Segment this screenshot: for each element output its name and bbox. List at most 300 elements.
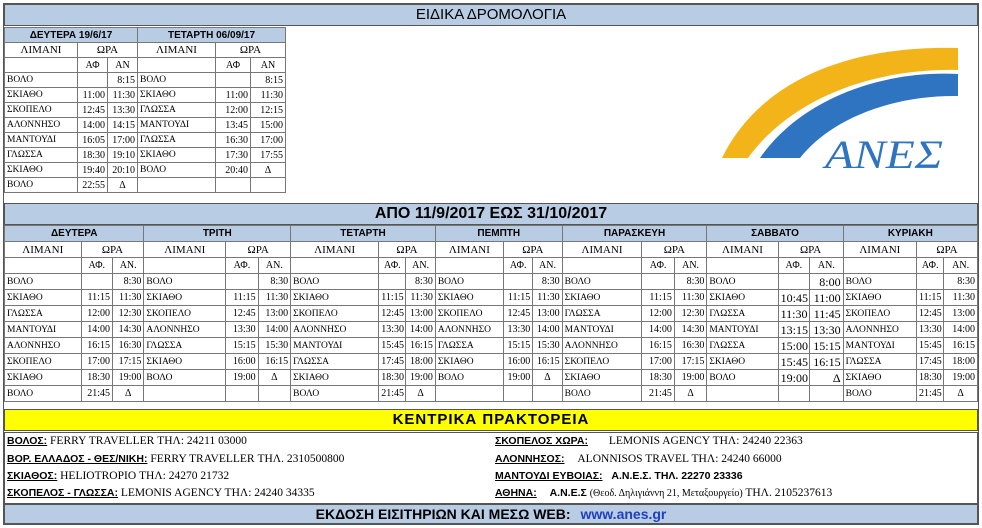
- time-cell: 12:00: [216, 103, 251, 118]
- port-col-header: ΛΙΜΑΝΙ: [144, 242, 226, 258]
- port-cell: ΑΛΟΝΝΗΣΟ: [291, 322, 379, 338]
- time-cell: [78, 73, 108, 88]
- weekly-day-header: ΤΡΙΤΗ: [144, 226, 291, 242]
- time-cell: 15:00: [251, 118, 286, 133]
- port-cell: ΒΟΛΟ: [435, 274, 503, 290]
- time-cell: 16:00: [226, 354, 258, 370]
- time-cell: 16:15: [944, 338, 978, 354]
- time-cell: 17:15: [112, 354, 143, 370]
- time-col-header: ΩΡΑ: [503, 242, 562, 258]
- agency-entry: ΜΑΝΤΟΥΔΙ ΕΥΒΟΙΑΣ: Α.Ν.Ε.Σ. ΤΗΛ. 22270 23336: [495, 470, 743, 482]
- time-cell: [216, 178, 251, 193]
- time-cell: Δ: [112, 386, 143, 402]
- time-cell: 16:05: [78, 133, 108, 148]
- port-cell: ΒΟΛΟ: [5, 73, 78, 88]
- port-cell: ΑΛΟΝΝΗΣΟ: [5, 118, 78, 133]
- time-cell: [917, 274, 944, 290]
- table-row: [5, 386, 978, 402]
- time-cell: 14:30: [112, 322, 143, 338]
- port-cell: ΜΑΝΤΟΥΔΙ: [562, 322, 642, 338]
- agency-entry: ΣΚΟΠΕΛΟΣ ΧΩΡΑ: LEMONIS AGENCY ΤΗΛ: 24240 22363: [495, 435, 803, 447]
- time-cell: 13:00: [533, 306, 562, 322]
- blank-cell: [144, 258, 226, 274]
- time-cell: 15:45: [379, 338, 406, 354]
- time-cell: 19:40: [78, 163, 108, 178]
- time-cell: 11:00: [810, 290, 844, 306]
- time-col-header: ΩΡΑ: [81, 242, 144, 258]
- time-cell: 11:30: [533, 290, 562, 306]
- port-cell: ΣΚΟΠΕΛΟ: [435, 306, 503, 322]
- time-col-header: ΩΡΑ: [917, 242, 978, 258]
- time-cell: 12:30: [674, 306, 707, 322]
- port-cell: ΣΚΙΑΘΟ: [5, 163, 78, 178]
- blank-cell: [5, 58, 78, 73]
- time-cell: 11:15: [226, 290, 258, 306]
- port-cell: ΒΟΛΟ: [144, 274, 226, 290]
- time-cell: [778, 386, 809, 402]
- time-cell: 13:30: [379, 322, 406, 338]
- time-cell: [533, 386, 562, 402]
- port-cell: ΒΟΛΟ: [138, 73, 216, 88]
- dep-col-header: ΑΦ.: [226, 258, 258, 274]
- time-cell: 19:00: [503, 370, 532, 386]
- time-cell: 14:00: [642, 322, 674, 338]
- time-cell: 21:45: [379, 386, 406, 402]
- time-cell: 14:00: [944, 322, 978, 338]
- time-cell: 11:00: [216, 88, 251, 103]
- port-cell: ΒΟΛΟ: [435, 370, 503, 386]
- port-cell: ΒΟΛΟ: [562, 386, 642, 402]
- agencies-title: ΚΕΝΤΡΙΚΑ ΠΡΑΚΤΟΡΕΙΑ: [4, 409, 978, 431]
- time-cell: 17:15: [674, 354, 707, 370]
- time-cell: [503, 274, 532, 290]
- port-cell: ΑΛΟΝΝΗΣΟ: [843, 322, 916, 338]
- time-cell: 15:15: [810, 338, 844, 354]
- time-cell: 14:15: [108, 118, 138, 133]
- time-cell: 10:45: [778, 290, 809, 306]
- dep-col-header: ΑΦ.: [778, 258, 809, 274]
- time-cell: 17:45: [379, 354, 406, 370]
- time-cell: 13:30: [503, 322, 532, 338]
- dep-col-header: ΑΦ.: [503, 258, 532, 274]
- time-cell: 15:45: [917, 338, 944, 354]
- port-col-header: ΛΙΜΑΝΙ: [435, 242, 503, 258]
- port-cell: ΣΚΙΑΘΟ: [291, 370, 379, 386]
- time-cell: 18:30: [78, 148, 108, 163]
- time-cell: 13:30: [917, 322, 944, 338]
- port-cell: ΜΑΝΤΟΥΔΙ: [843, 338, 916, 354]
- website-link[interactable]: www.anes.gr: [580, 506, 667, 522]
- time-cell: 11:30: [112, 290, 143, 306]
- time-col-header: ΩΡΑ: [78, 43, 138, 58]
- blank-cell: [562, 258, 642, 274]
- time-cell: 20:10: [108, 163, 138, 178]
- arr-col-header: ΑΝ.: [944, 258, 978, 274]
- time-cell: 11:15: [642, 290, 674, 306]
- time-cell: 17:45: [917, 354, 944, 370]
- time-cell: 16:15: [642, 338, 674, 354]
- table-row: [5, 148, 286, 163]
- special-day-header: ΔΕΥΤΕΡΑ 19/6/17: [5, 28, 138, 43]
- port-cell: ΣΚΟΠΕΛΟ: [5, 354, 82, 370]
- time-cell: [226, 274, 258, 290]
- time-cell: 21:45: [642, 386, 674, 402]
- time-cell: 13:30: [108, 103, 138, 118]
- time-cell: 12:45: [226, 306, 258, 322]
- port-cell: [138, 178, 216, 193]
- logo-text: ΑΝΕΣ: [821, 132, 944, 177]
- port-cell: ΒΟΛΟ: [707, 274, 778, 290]
- time-cell: 11:15: [503, 290, 532, 306]
- port-cell: ΣΚΙΑΘΟ: [291, 290, 379, 306]
- table-row: [5, 73, 286, 88]
- time-cell: 13:00: [406, 306, 435, 322]
- time-cell: 14:00: [258, 322, 290, 338]
- time-cell: 14:00: [533, 322, 562, 338]
- blank-cell: [5, 258, 82, 274]
- time-cell: 11:30: [251, 88, 286, 103]
- port-cell: ΑΛΟΝΝΗΣΟ: [144, 322, 226, 338]
- time-cell: 11:30: [944, 290, 978, 306]
- time-cell: [810, 386, 844, 402]
- time-cell: 11:30: [258, 290, 290, 306]
- port-cell: ΒΟΛΟ: [291, 386, 379, 402]
- port-cell: ΣΚΙΑΘΟ: [562, 290, 642, 306]
- time-cell: 16:00: [503, 354, 532, 370]
- dep-col-header: ΑΦ.: [642, 258, 674, 274]
- time-col-header: ΩΡΑ: [778, 242, 843, 258]
- time-cell: 19:00: [778, 370, 809, 386]
- arr-col-header: ΑΝ.: [810, 258, 844, 274]
- blank-cell: [435, 258, 503, 274]
- time-col-header: ΩΡΑ: [226, 242, 291, 258]
- time-cell: 8:30: [112, 274, 143, 290]
- table-row: [5, 118, 286, 133]
- time-cell: Δ: [674, 386, 707, 402]
- special-day-header: ΤΕΤΑΡΤΗ 06/09/17: [138, 28, 286, 43]
- port-cell: ΣΚΙΑΘΟ: [707, 290, 778, 306]
- table-row: [5, 306, 978, 322]
- time-cell: 12:45: [379, 306, 406, 322]
- time-cell: 16:15: [258, 354, 290, 370]
- time-cell: 18:30: [81, 370, 112, 386]
- time-cell: 17:55: [251, 148, 286, 163]
- port-cell: ΒΟΛΟ: [707, 370, 778, 386]
- port-cell: ΣΚΙΑΘΟ: [562, 370, 642, 386]
- time-cell: 11:15: [917, 290, 944, 306]
- time-cell: 11:15: [379, 290, 406, 306]
- time-cell: 15:30: [258, 338, 290, 354]
- agency-entry: ΒΟΛΟΣ: FERRY TRAVELLER ΤΗΛ: 24211 03000: [7, 435, 247, 447]
- arr-col-header: ΑΝ.: [112, 258, 143, 274]
- time-cell: 15:15: [503, 338, 532, 354]
- special-schedule-table: [4, 27, 286, 193]
- port-col-header: ΛΙΜΑΝΙ: [138, 43, 216, 58]
- time-cell: [251, 178, 286, 193]
- port-cell: ΣΚΙΑΘΟ: [843, 370, 916, 386]
- arr-col-header: ΑΝ.: [674, 258, 707, 274]
- time-cell: 14:30: [674, 322, 707, 338]
- port-cell: ΣΚΟΠΕΛΟ: [144, 306, 226, 322]
- arr-col-header: ΑΝ: [251, 58, 286, 73]
- port-cell: ΑΛΟΝΝΗΣΟ: [562, 338, 642, 354]
- time-cell: 13:30: [226, 322, 258, 338]
- blank-cell: [138, 58, 216, 73]
- port-cell: ΑΛΟΝΝΗΣΟ: [5, 338, 82, 354]
- port-cell: ΒΟΛΟ: [138, 163, 216, 178]
- time-cell: 19:00: [406, 370, 435, 386]
- table-row: [5, 178, 286, 193]
- time-cell: 12:30: [112, 306, 143, 322]
- blank-cell: [291, 258, 379, 274]
- port-cell: ΣΚΙΑΘΟ: [5, 290, 82, 306]
- time-cell: 21:45: [81, 386, 112, 402]
- port-col-header: ΛΙΜΑΝΙ: [291, 242, 379, 258]
- time-cell: 17:00: [108, 133, 138, 148]
- port-cell: ΓΛΩΣΣΑ: [707, 306, 778, 322]
- dep-col-header: ΑΦ.: [81, 258, 112, 274]
- time-cell: 17:30: [216, 148, 251, 163]
- time-cell: 11:30: [406, 290, 435, 306]
- weekly-day-header: ΔΕΥΤΕΡΑ: [5, 226, 144, 242]
- weekly-title: ΑΠΟ 11/9/2017 ΕΩΣ 31/10/2017: [4, 203, 978, 225]
- time-cell: 14:00: [406, 322, 435, 338]
- time-cell: 19:00: [674, 370, 707, 386]
- arr-col-header: ΑΝ.: [406, 258, 435, 274]
- port-cell: ΣΚΙΑΘΟ: [138, 88, 216, 103]
- blank-cell: [843, 258, 916, 274]
- time-cell: [503, 386, 532, 402]
- time-cell: 18:30: [642, 370, 674, 386]
- time-cell: 11:15: [81, 290, 112, 306]
- port-cell: ΣΚΙΑΘΟ: [144, 290, 226, 306]
- time-cell: Δ: [533, 370, 562, 386]
- time-cell: 8:30: [944, 274, 978, 290]
- anes-logo: [720, 40, 960, 190]
- dep-col-header: ΑΦ: [216, 58, 251, 73]
- port-cell: ΒΟΛΟ: [5, 386, 82, 402]
- time-cell: 13:15: [778, 322, 809, 338]
- time-cell: 8:30: [406, 274, 435, 290]
- time-cell: 8:15: [251, 73, 286, 88]
- time-cell: 17:00: [251, 133, 286, 148]
- port-cell: ΣΚΟΠΕΛΟ: [291, 306, 379, 322]
- time-cell: 8:15: [108, 73, 138, 88]
- port-cell: ΣΚΙΑΘΟ: [5, 370, 82, 386]
- time-cell: 15:30: [533, 338, 562, 354]
- time-cell: 13:00: [258, 306, 290, 322]
- time-cell: 19:00: [112, 370, 143, 386]
- time-cell: 21:45: [917, 386, 944, 402]
- port-col-header: ΛΙΜΑΝΙ: [5, 43, 78, 58]
- table-row: [5, 370, 978, 386]
- time-cell: 8:00: [810, 274, 844, 290]
- agency-entry: ΒΟΡ. ΕΛΛΑΔΟΣ - ΘΕΣ/ΝΙΚΗ: FERRY TRAVELLER ΤΗΛ. 2310500800: [7, 453, 345, 465]
- port-cell: ΓΛΩΣΣΑ: [5, 148, 78, 163]
- time-cell: [216, 73, 251, 88]
- arr-col-header: ΑΝ: [108, 58, 138, 73]
- port-cell: ΓΛΩΣΣΑ: [435, 338, 503, 354]
- blank-cell: [707, 258, 778, 274]
- time-cell: [642, 274, 674, 290]
- port-cell: ΓΛΩΣΣΑ: [291, 354, 379, 370]
- weekly-day-header: ΠΕΜΠΤΗ: [435, 226, 562, 242]
- time-cell: 17:00: [81, 354, 112, 370]
- table-row: [5, 290, 978, 306]
- dep-col-header: ΑΦ.: [917, 258, 944, 274]
- port-cell: ΜΑΝΤΟΥΔΙ: [5, 133, 78, 148]
- time-cell: [258, 386, 290, 402]
- time-cell: Δ: [251, 163, 286, 178]
- time-cell: [81, 274, 112, 290]
- agency-entry: ΑΘΗΝΑ: Α.Ν.Ε.Σ (Θεοδ. Δηλιγιάννη 21, Μεταξουργείο) ΤΗΛ. 2105237613: [495, 487, 833, 499]
- time-cell: 19:00: [944, 370, 978, 386]
- port-cell: ΒΟΛΟ: [562, 274, 642, 290]
- port-cell: ΓΛΩΣΣΑ: [144, 338, 226, 354]
- port-cell: [435, 386, 503, 402]
- arr-col-header: ΑΝ.: [533, 258, 562, 274]
- port-col-header: ΛΙΜΑΝΙ: [5, 242, 82, 258]
- time-cell: 18:30: [379, 370, 406, 386]
- time-cell: Δ: [108, 178, 138, 193]
- time-cell: 13:45: [216, 118, 251, 133]
- weekly-day-header: ΤΕΤΑΡΤΗ: [291, 226, 436, 242]
- time-cell: 15:45: [778, 354, 809, 370]
- time-cell: 11:30: [674, 290, 707, 306]
- time-cell: 17:00: [642, 354, 674, 370]
- table-row: [5, 322, 978, 338]
- port-cell: ΑΛΟΝΝΗΣΟ: [435, 322, 503, 338]
- table-row: [5, 133, 286, 148]
- table-row: [5, 103, 286, 118]
- time-cell: 12:00: [642, 306, 674, 322]
- time-cell: 12:15: [251, 103, 286, 118]
- table-row: [5, 88, 286, 103]
- weekly-day-header: ΠΑΡΑΣΚΕΥΗ: [562, 226, 707, 242]
- time-cell: 14:00: [78, 118, 108, 133]
- port-cell: ΒΟΛΟ: [843, 386, 916, 402]
- time-cell: 12:45: [503, 306, 532, 322]
- time-cell: 11:45: [810, 306, 844, 322]
- time-cell: 16:30: [674, 338, 707, 354]
- time-cell: 12:45: [78, 103, 108, 118]
- port-cell: ΣΚΙΑΘΟ: [707, 354, 778, 370]
- time-cell: 11:00: [78, 88, 108, 103]
- time-cell: 8:30: [533, 274, 562, 290]
- time-col-header: ΩΡΑ: [379, 242, 436, 258]
- time-cell: 16:15: [533, 354, 562, 370]
- time-cell: 16:15: [81, 338, 112, 354]
- time-cell: 13:00: [944, 306, 978, 322]
- dep-col-header: ΑΦ: [78, 58, 108, 73]
- time-cell: 19:10: [108, 148, 138, 163]
- time-cell: 11:30: [108, 88, 138, 103]
- port-cell: [144, 386, 226, 402]
- time-cell: 14:00: [81, 322, 112, 338]
- port-cell: ΓΛΩΣΣΑ: [138, 103, 216, 118]
- time-cell: 18:00: [406, 354, 435, 370]
- time-cell: 12:45: [917, 306, 944, 322]
- port-cell: ΣΚΙΑΘΟ: [435, 290, 503, 306]
- table-row: [5, 274, 978, 290]
- time-cell: 12:00: [81, 306, 112, 322]
- time-cell: Δ: [406, 386, 435, 402]
- port-cell: ΣΚΙΑΘΟ: [5, 88, 78, 103]
- time-col-header: ΩΡΑ: [642, 242, 707, 258]
- port-cell: ΣΚΙΑΘΟ: [144, 354, 226, 370]
- time-cell: Δ: [258, 370, 290, 386]
- port-col-header: ΛΙΜΑΝΙ: [707, 242, 778, 258]
- time-cell: Δ: [944, 386, 978, 402]
- agency-entry: ΑΛΟΝΝΗΣΟΣ: ALONNISOS TRAVEL ΤΗΛ: 24240 66000: [495, 453, 782, 465]
- time-cell: 16:30: [216, 133, 251, 148]
- agency-entry: ΣΚΟΠΕΛΟΣ - ΓΛΩΣΣΑ: LEMONIS AGENCY ΤΗΛ: 24240 34335: [7, 487, 315, 499]
- table-row: [5, 163, 286, 178]
- port-cell: ΓΛΩΣΣΑ: [5, 306, 82, 322]
- port-cell: ΒΟΛΟ: [843, 274, 916, 290]
- port-cell: ΒΟΛΟ: [291, 274, 379, 290]
- time-cell: 16:15: [810, 354, 844, 370]
- time-col-header: ΩΡΑ: [216, 43, 286, 58]
- time-cell: 19:00: [226, 370, 258, 386]
- port-cell: ΓΛΩΣΣΑ: [843, 354, 916, 370]
- port-cell: ΒΟΛΟ: [5, 274, 82, 290]
- time-cell: [778, 274, 809, 290]
- footer-text: ΕΚΔΟΣΗ ΕΙΣΙΤΗΡΙΩΝ ΚΑΙ ΜΕΣΩ WEB:: [315, 506, 571, 522]
- port-cell: ΓΛΩΣΣΑ: [707, 338, 778, 354]
- weekly-day-header: ΣΑΒΒΑΤΟ: [707, 226, 843, 242]
- dep-col-header: ΑΦ.: [379, 258, 406, 274]
- time-cell: 16:30: [112, 338, 143, 354]
- time-cell: 20:40: [216, 163, 251, 178]
- port-cell: ΒΟΛΟ: [144, 370, 226, 386]
- port-col-header: ΛΙΜΑΝΙ: [843, 242, 916, 258]
- time-cell: 11:30: [778, 306, 809, 322]
- time-cell: 15:00: [778, 338, 809, 354]
- time-cell: 18:00: [944, 354, 978, 370]
- time-cell: [379, 274, 406, 290]
- port-cell: ΓΛΩΣΣΑ: [138, 133, 216, 148]
- time-cell: 22:55: [78, 178, 108, 193]
- port-cell: ΜΑΝΤΟΥΔΙ: [138, 118, 216, 133]
- port-cell: ΣΚΙΑΘΟ: [435, 354, 503, 370]
- time-cell: 13:30: [810, 322, 844, 338]
- time-cell: [226, 386, 258, 402]
- arr-col-header: ΑΝ.: [258, 258, 290, 274]
- agencies-list: [4, 432, 978, 504]
- port-cell: ΣΚΟΠΕΛΟ: [562, 354, 642, 370]
- time-cell: 8:30: [258, 274, 290, 290]
- time-cell: 15:15: [226, 338, 258, 354]
- table-row: [5, 338, 978, 354]
- port-cell: ΜΑΝΤΟΥΔΙ: [707, 322, 778, 338]
- time-cell: 18:30: [917, 370, 944, 386]
- time-cell: Δ: [810, 370, 844, 386]
- time-cell: 16:15: [406, 338, 435, 354]
- special-title: ΕΙΔΙΚΑ ΔΡΟΜΟΛΟΓΙΑ: [4, 4, 978, 26]
- port-cell: ΜΑΝΤΟΥΔΙ: [291, 338, 379, 354]
- port-cell: ΜΑΝΤΟΥΔΙ: [5, 322, 82, 338]
- weekly-day-header: ΚΥΡΙΑΚΗ: [843, 226, 977, 242]
- port-cell: ΒΟΛΟ: [5, 178, 78, 193]
- footer-bar: [4, 504, 978, 524]
- port-cell: ΣΚΙΑΘΟ: [138, 148, 216, 163]
- port-cell: ΓΛΩΣΣΑ: [562, 306, 642, 322]
- port-cell: [707, 386, 778, 402]
- agency-entry: ΣΚΙΑΘΟΣ: HELIOTROPIO ΤΗΛ: 24270 21732: [7, 470, 230, 482]
- weekly-schedule-table: [4, 225, 978, 402]
- port-cell: ΣΚΟΠΕΛΟ: [5, 103, 78, 118]
